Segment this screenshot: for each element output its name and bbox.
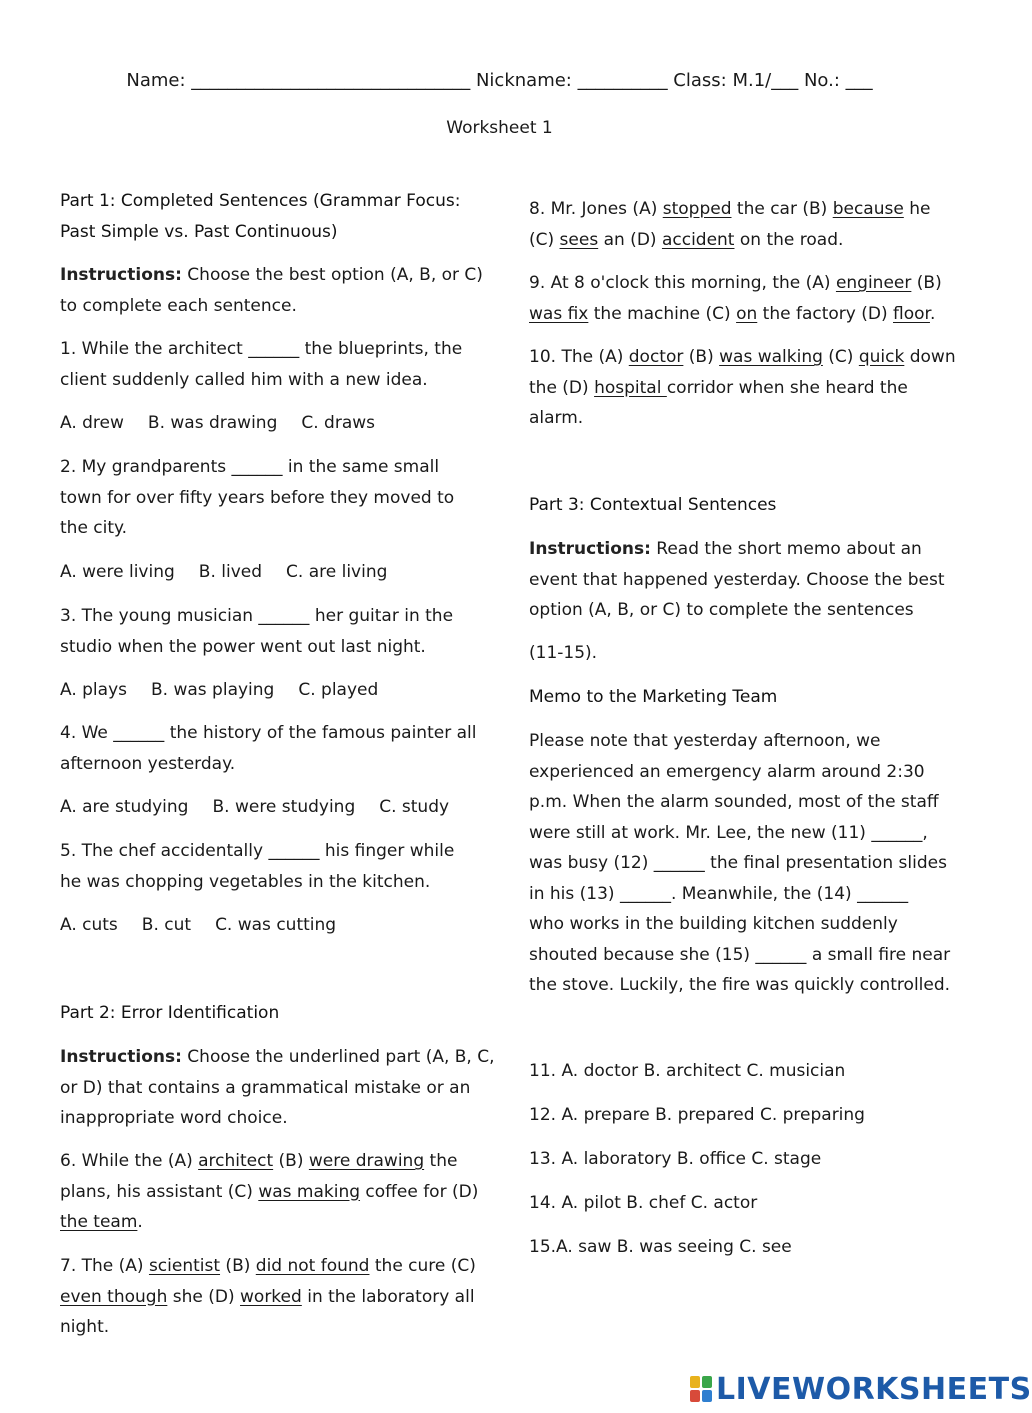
question-2: 2. My grandparents ______ in the same small town for over fifty years before they moved to the city. — [60, 457, 455, 538]
underlined-b: was fix — [529, 303, 589, 324]
liveworksheets-logo-icon — [690, 1376, 712, 1402]
underlined-b: because — [832, 199, 904, 219]
question-2-options — [60, 557, 480, 588]
option-a: A. plays — [60, 680, 127, 700]
question-7: 7. The (A) scientist (B) did not found the cure (C) even though she (D) worked in the laboratory all night. — [60, 1256, 476, 1337]
answer-11: 11. A. doctor B. architect C. musician — [529, 1061, 846, 1081]
underlined-b: was walking — [719, 347, 823, 367]
option-b: B. cut — [141, 915, 192, 935]
underlined-c: was making — [258, 1181, 361, 1202]
memo-body: Please note that yesterday afternoon, we experienced an emergency alarm around 2:30 p.m. When the alarm sounded, most of the staff were still at work. Mr. Lee, the new (11) ______, was busy (12) ______ the final presentation slides in his (13) ______. Meanwhile, the (14) ______ who works in the building kitchen suddenly shouted because she (15) ______ a small fire near the stove. Luckily, the fire was quickly controlled. — [529, 731, 951, 995]
student-info-line: Name: _______________________________ Nickname: __________ Class: M.1/___ No.: ___ — [126, 70, 873, 91]
memo-title: Memo to the Marketing Team — [529, 687, 778, 707]
question-4-options — [60, 792, 480, 823]
underlined-d: floor — [893, 303, 930, 324]
part3-heading: Part 3: Contextual Sentences — [529, 495, 777, 515]
option-c: C. was cutting — [215, 915, 337, 935]
part2-heading: Part 2: Error Identification — [60, 1003, 280, 1023]
option-b: B. was drawing — [147, 413, 278, 433]
part1-instructions: Instructions: Choose the best option (A, B, or C) to complete each sentence. — [60, 265, 483, 316]
underlined-a: scientist — [148, 1256, 221, 1276]
option-c: C. draws — [301, 413, 376, 433]
underlined-c: quick — [858, 347, 905, 367]
question-5-options — [60, 910, 480, 941]
underlined-a: doctor — [628, 347, 684, 367]
option-b: B. were studying — [212, 797, 356, 817]
question-3: 3. The young musician ______ her guitar in the studio when the power went out last night. — [60, 606, 454, 657]
part1-heading: Part 1: Completed Sentences (Grammar Focus: Past Simple vs. Past Continuous) — [60, 191, 461, 242]
instructions-label: Instructions: — [60, 1047, 182, 1067]
answer-15: 15.A. saw B. was seeing C. see — [529, 1237, 792, 1257]
question-8: 8. Mr. Jones (A) stopped the car (B) because he (C) sees an (D) accident on the road. — [529, 199, 931, 250]
underlined-d: hospital — [594, 377, 667, 398]
underlined-c: on — [736, 303, 758, 324]
instructions-label: Instructions: — [529, 539, 651, 559]
option-a: A. cuts — [60, 915, 118, 935]
option-b: B. lived — [198, 562, 263, 582]
question-6: 6. While the (A) architect (B) were drawing the plans, his assistant (C) was making coffee for (D) the team. — [60, 1151, 479, 1232]
underlined-a: stopped — [662, 199, 732, 219]
part3-instructions: Instructions: Read the short memo about an event that happened yesterday. Choose the best option (A, B, or C) to complete the sentences — [529, 539, 945, 620]
underlined-d: the team — [60, 1212, 138, 1232]
answer-12: 12. A. prepare B. prepared C. preparing — [529, 1105, 865, 1125]
underlined-a: architect — [198, 1151, 274, 1171]
question-9: 9. At 8 o'clock this morning, the (A) engineer (B) was fix the machine (C) on the factory (D) floor. — [529, 273, 942, 324]
question-1-options — [60, 408, 480, 439]
underlined-d: worked — [240, 1286, 302, 1307]
underlined-b: were drawing — [308, 1151, 425, 1171]
underlined-b: did not found — [255, 1256, 370, 1276]
worksheet-title: Worksheet 1 — [446, 118, 553, 138]
question-5: 5. The chef accidentally ______ his finger while he was chopping vegetables in the kitchen. — [60, 841, 455, 892]
option-c: C. played — [298, 680, 379, 700]
question-3-options — [60, 675, 480, 706]
option-a: A. are studying — [60, 797, 189, 817]
question-4: 4. We ______ the history of the famous painter all afternoon yesterday. — [60, 723, 477, 774]
liveworksheets-logo — [690, 1372, 1032, 1406]
option-c: C. study — [379, 797, 450, 817]
underlined-d: accident — [661, 229, 735, 250]
question-10: 10. The (A) doctor (B) was walking (C) quick down the (D) hospital corridor when she heard the alarm. — [529, 347, 956, 428]
part2-instructions: Instructions: Choose the underlined part (A, B, C, or D) that contains a grammatical mistake or an inappropriate word choice. — [60, 1047, 495, 1128]
instructions-label: Instructions: — [60, 265, 182, 285]
underlined-c: even though — [60, 1286, 168, 1307]
part3-range: (11-15). — [529, 643, 598, 663]
answer-13: 13. A. laboratory B. office C. stage — [529, 1149, 822, 1169]
answer-14: 14. A. pilot B. chef C. actor — [529, 1193, 758, 1213]
logo-text: LIVEWORKSHEETS — [716, 1371, 1032, 1407]
option-a: A. were living — [60, 562, 175, 582]
underlined-c: sees — [559, 229, 599, 250]
question-1: 1. While the architect ______ the blueprints, the client suddenly called him with a new idea. — [60, 339, 463, 390]
option-a: A. drew — [60, 413, 124, 433]
option-b: B. was playing — [151, 680, 275, 700]
option-c: C. are living — [286, 562, 388, 582]
underlined-a: engineer — [835, 273, 912, 293]
